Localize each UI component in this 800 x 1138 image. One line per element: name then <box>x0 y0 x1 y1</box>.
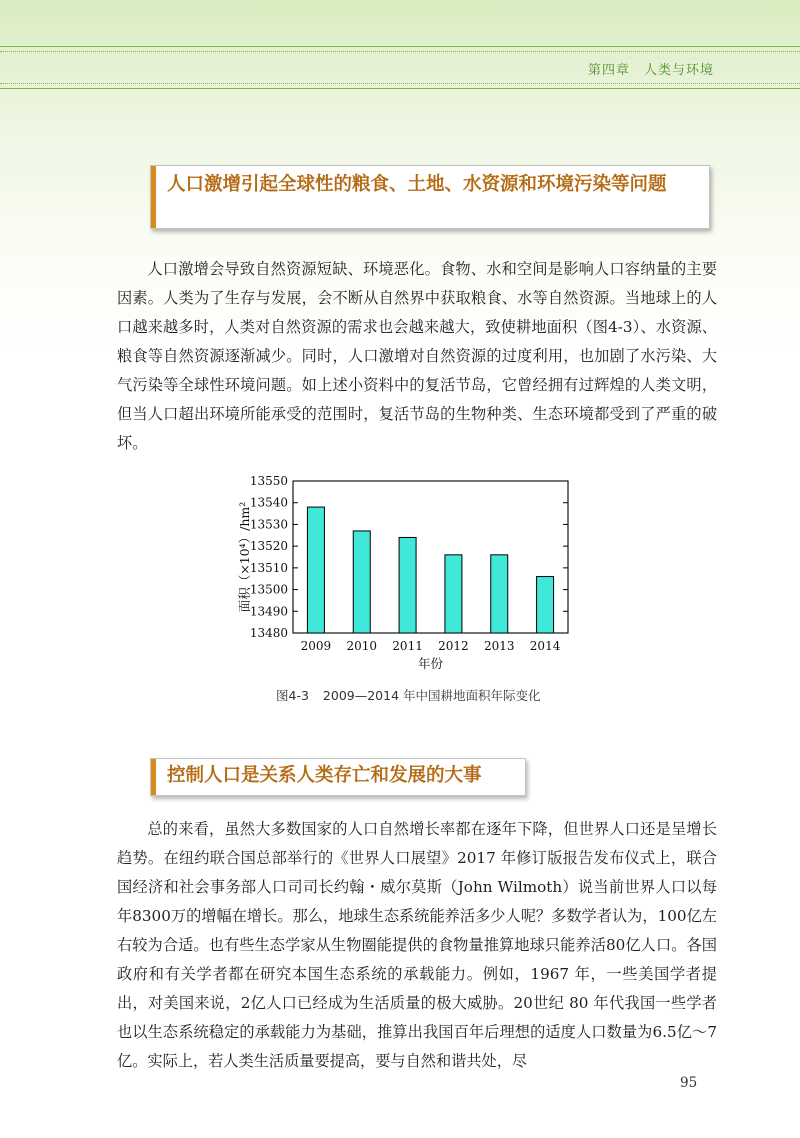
x-axis-label: 年份 <box>417 656 444 671</box>
body-paragraph <box>117 255 717 458</box>
x-tick-label: 2009 <box>300 639 332 653</box>
heading-accent-bar <box>151 166 156 228</box>
x-tick-label: 2010 <box>346 639 378 653</box>
y-tick-label: 13500 <box>249 582 288 597</box>
section-heading: 人口激增引起全球性的粮食、土地、水资源和环境污染等问题 <box>167 174 667 195</box>
bar <box>445 555 462 633</box>
section-heading-box <box>150 165 710 229</box>
y-tick-label: 13490 <box>249 604 288 619</box>
y-tick-label: 13520 <box>249 539 288 554</box>
x-tick-label: 2013 <box>483 639 515 653</box>
header-dots-top <box>0 51 800 52</box>
y-tick-label: 13480 <box>249 626 288 640</box>
heading-accent-bar <box>151 759 156 795</box>
header-rule-top <box>0 46 800 47</box>
bar <box>491 555 508 633</box>
x-tick-label: 2014 <box>529 639 561 653</box>
figure-label: 图4-3 <box>276 688 309 703</box>
paragraph-text: 人口激增会导致自然资源短缺、环境恶化。食物、水和空间是影响人口容纳量的主要因素。人类为了生存与发展，会不断从自然界中获取粮食、水等自然资源。当地球上的人口越来越多时，人类对自然资源的需求也会越来越大，致使耕地面积（图4-3）、水资源、粮食等自然资源逐渐减少。同时，人口激增对自然资源的过度利用，也加剧了水污染、大气污染等全球性环境问题。如上述小资料中的复活节岛，它曾经拥有过辉煌的人类文明，但当人口超出环境所能承受的范围时，复活节岛的生物种类、生态环境都受到了严重的破坏。 <box>117 260 717 452</box>
page-number: 95 <box>680 1075 698 1091</box>
bar <box>537 577 554 633</box>
bar <box>307 507 324 633</box>
header-rule-bottom <box>0 88 800 89</box>
x-tick-label: 2011 <box>392 639 423 653</box>
paragraph-text: 总的来看，虽然大多数国家的人口自然增长率都在逐年下降，但世界人口还是呈增长趋势。在纽约联合国总部举行的《世界人口展望》2017 年修订版报告发布仪式上，联合国经济和社会事务部人口司司长约翰・威尔莫斯（John Wilmoth）说当前世界人口以每年8300万的增幅在增长。那么，地球生态系统能养活多少人呢？多数学者认为，100亿左右较为合适。也有些生态学家从生物圈能提供的食物量推算地球只能养活80亿人口。各国政府和有关学者都在研究本国生态系统的承载能力。例如，1967 年，一些美国学者提出，对美国来说，2亿人口已经成为生活质量的极大威胁。20世纪 80 年代我国一些学者也以生态系统稳定的承载能力为基础，推算出我国百年后理想的适度人口数量为6.5亿～7亿。实际上，若人类生活质量要提高，要与自然和谐共处，尽 <box>117 820 717 1070</box>
chart-frame <box>293 481 568 633</box>
section-heading: 控制人口是关系人类存亡和发展的大事 <box>167 765 482 786</box>
bar <box>353 531 370 633</box>
body-paragraph <box>117 815 717 1076</box>
y-tick-label: 13540 <box>249 495 288 510</box>
chapter-number: 第四章 <box>588 63 631 78</box>
y-axis-label: 面积（×10⁴）/hm² <box>237 501 252 613</box>
chapter-header <box>588 59 714 78</box>
y-tick-label: 13510 <box>249 560 288 575</box>
section-heading-box <box>150 758 526 796</box>
chapter-title: 人类与环境 <box>644 63 715 78</box>
figure-caption <box>276 686 541 704</box>
figure-caption-text: 2009—2014 年中国耕地面积年际变化 <box>322 688 541 703</box>
y-tick-label: 13530 <box>249 517 288 532</box>
header-dots-bottom <box>0 83 800 84</box>
y-tick-label: 13550 <box>249 474 288 488</box>
bar <box>399 537 416 633</box>
x-tick-label: 2012 <box>438 639 469 653</box>
